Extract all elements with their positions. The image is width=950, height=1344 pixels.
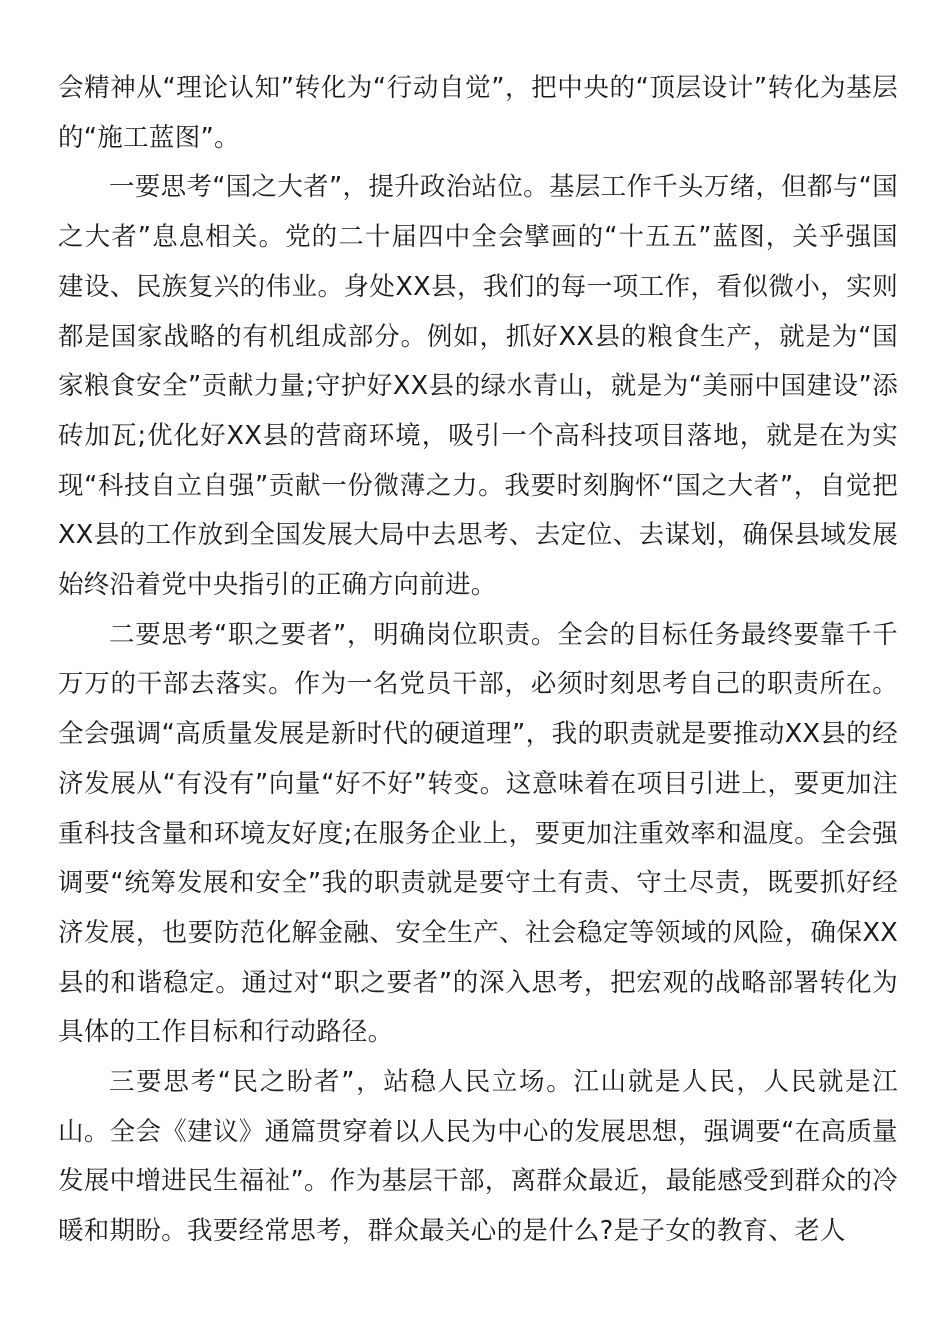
paragraph-4: 三要思考“民之盼者”，站稳人民立场。江山就是人民，人民就是江山。全会《建议》通篇贯穿着以人民为中心的发展思想，强调要“在高质量发展中增进民生福祉”。作为基层干部，离群众最近，最能感受到群众的冷暖和期盼。我要经常思考，群众最关心的是什么?是子女的教育、老人 [58,1067,898,1247]
paragraph-1: 会精神从“理论认知”转化为“行动自觉”，把中央的“顶层设计”转化为基层的“施工蓝图”。 [58,73,898,153]
paragraph-3: 二要思考“职之要者”，明确岗位职责。全会的目标任务最终要靠千千万万的干部去落实。作为一名党员干部，必须时刻思考自己的职责所在。全会强调“高质量发展是新时代的硬道理”，我的职责就是要推动XX县的经济发展从“有没有”向量“好不好”转变。这意味着在项目引进上，要更加注重科技含量和环境友好度;在服务企业上，要更加注重效率和温度。全会强调要“统筹发展和安全”我的职责就是要守土有责、守土尽责，既要抓好经济发展，也要防范化解金融、安全生产、社会稳定等领域的风险，确保XX县的和谐稳定。通过对“职之要者”的深入思考，把宏观的战略部署转化为具体的工作目标和行动路径。 [58,619,898,1048]
document-page [58,64,898,1257]
paragraph-2: 一要思考“国之大者”，提升政治站位。基层工作千头万绪，但都与“国之大者”息息相关。党的二十届四中全会擘画的“十五五”蓝图，关乎强国建设、民族复兴的伟业。身处XX县，我们的每一项工作，看似微小，实则都是国家战略的有机组成部分。例如，抓好XX县的粮食生产，就是为“国家粮食安全”贡献力量;守护好XX县的绿水青山，就是为“美丽中国建设”添砖加瓦;优化好XX县的营商环境，吸引一个高科技项目落地，就是在为实现“科技自立自强”贡献一份微薄之力。我要时刻胸怀“国之大者”，自觉把XX县的工作放到全国发展大局中去思考、去定位、去谋划，确保县域发展始终沿着党中央指引的正确方向前进。 [58,172,898,601]
